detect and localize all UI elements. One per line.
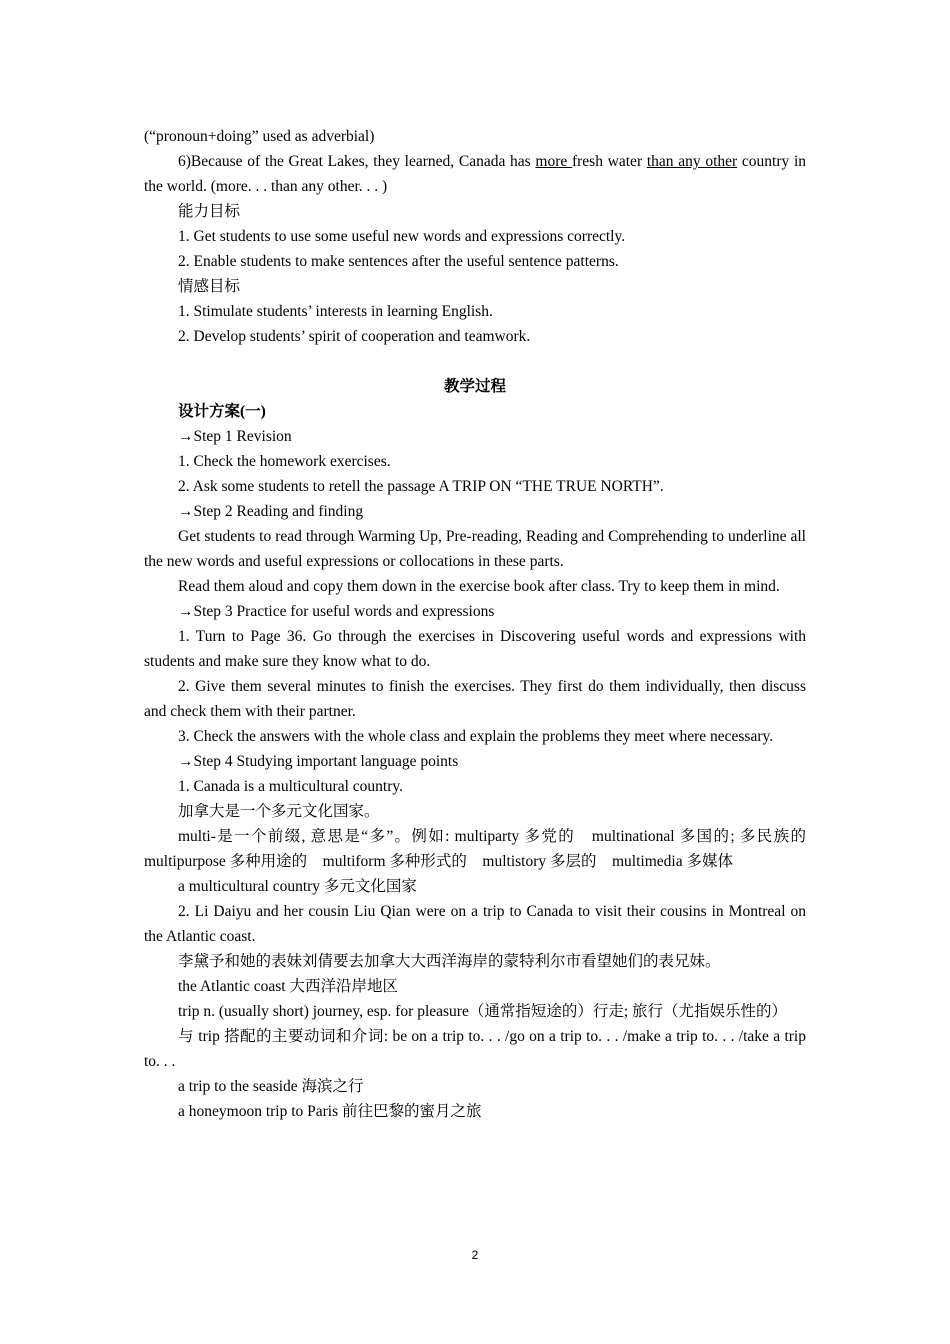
step-1-item-1: 1. Check the homework exercises. [178,453,391,470]
trip-collocations: 与 trip 搭配的主要动词和介词: be on a trip to. . . /go on a trip to. . . /make a trip to. . . /take a trip to. . . [144,1028,806,1070]
step-2-paragraph-2: Read them aloud and copy them down in the exercise book after class. Try to keep them in mind. [178,578,780,595]
ability-item-1: 1. Get students to use some useful new words and expressions correctly. [178,228,626,245]
underline-more: more [535,153,572,170]
point-1-english: 1. Canada is a multicultural country. [178,778,403,795]
emotion-item-2: 2. Develop students’ spirit of cooperation and teamwork. [178,328,531,345]
multicultural-example: a multicultural country 多元文化国家 [178,878,417,895]
pronoun-note: (“pronoun+doing” used as adverbial) [144,128,375,145]
plan-title: 设计方案(一) [178,403,266,420]
step-3-heading: →Step 3 Practice for useful words and expressions [178,603,495,620]
seaside-example: a trip to the seaside 海滨之行 [178,1078,364,1095]
step-2-paragraph-1: Get students to read through Warming Up, Pre-reading, Reading and Comprehending to underline all the new words and useful expressions or collocations in these parts. [144,528,806,570]
document-body [144,124,822,1124]
atlantic-coast-note: the Atlantic coast 大西洋沿岸地区 [178,978,398,995]
sentence-6-part-c: country in the world. (more. . . than any other. . . ) [144,153,806,195]
point-1-chinese: 加拿大是一个多元文化国家。 [178,803,380,820]
underline-than-any-other: than any other [646,153,738,170]
section-spacer [144,349,806,374]
process-title: 教学过程 [443,378,506,395]
step-3-item-2: 2. Give them several minutes to finish the exercises. They first do them individually, then discuss and check them with their partner. [144,678,806,720]
step-4-heading: →Step 4 Studying important language points [178,753,459,770]
ability-item-2: 2. Enable students to make sentences after the useful sentence patterns. [178,253,619,270]
sentence-6 [144,149,806,199]
emotion-heading: 情感目标 [178,278,241,295]
honeymoon-example: a honeymoon trip to Paris 前往巴黎的蜜月之旅 [178,1103,482,1120]
step-1-item-2: 2. Ask some students to retell the passage A TRIP ON “THE TRUE NORTH”. [178,478,664,495]
step-3-item-3: 3. Check the answers with the whole class and explain the problems they meet where necessary. [178,728,774,745]
point-2-english: 2. Li Daiyu and her cousin Liu Qian were on a trip to Canada to visit their cousins in Montreal on the Atlantic coast. [144,903,806,945]
emotion-item-1: 1. Stimulate students’ interests in learning English. [178,303,493,320]
multi-prefix-note: multi-是一个前缀, 意思是“多”。例如: multiparty 多党的 multinational 多国的; 多民族的 multipurpose 多种用途的 multiform 多种形式的 multistory 多层的 multimedia 多媒体 [144,828,822,870]
step-3-item-1: 1. Turn to Page 36. Go through the exercises in Discovering useful words and expressions with students and make sure they know what to do. [144,628,806,670]
step-2-heading: →Step 2 Reading and finding [178,503,364,520]
page-number: 2 [471,1248,479,1262]
sentence-6-part-a: 6)Because of the Great Lakes, they learned, Canada has [178,153,536,170]
trip-definition: trip n. (usually short) journey, esp. for pleasure（通常指短途的）行走; 旅行（尤指娱乐性的） [178,1003,788,1020]
sentence-6-part-b: fresh water [571,153,647,170]
ability-heading: 能力目标 [178,203,241,220]
step-1-heading: →Step 1 Revision [178,428,292,445]
point-2-chinese: 李黛予和她的表妹刘倩要去加拿大大西洋海岸的蒙特利尔市看望她们的表兄妹。 [178,953,721,970]
